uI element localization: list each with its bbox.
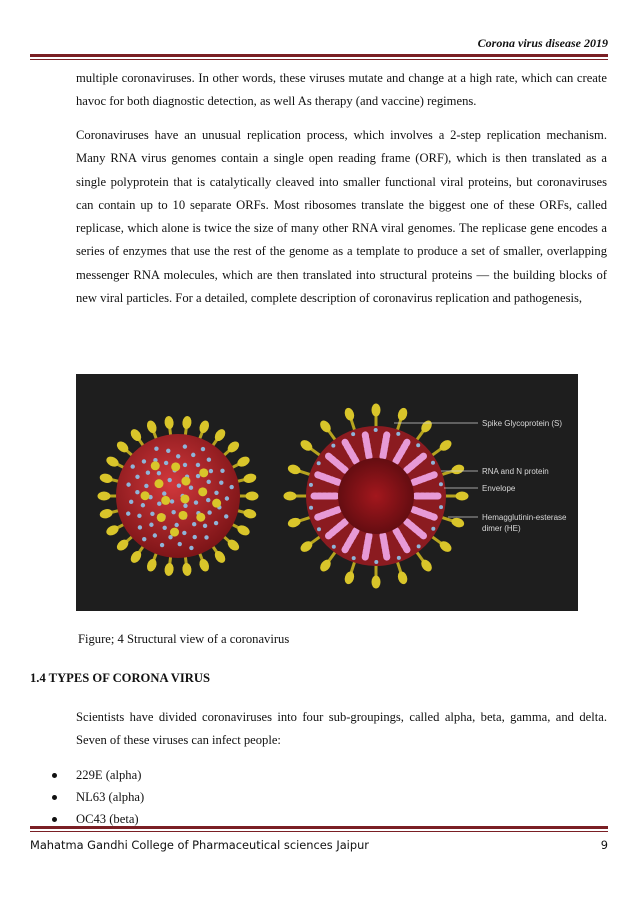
- paragraph-replication: Coronaviruses have an unusual replication process, which involves a 2-step replication mechanism. Many RNA virus genomes contain a single open reading frame (ORF), which is then translated as a single polyprotein that is catalytically cleaved into smaller functional viral proteins, but coronaviruses can contain up to 10 separate ORFs. Most ribosomes translate the biggest one of these ORFs, called replicase, which alone is twice the size of many other RNA viral genomes. The replicase gene encodes a series of enzymes that use the rest of the genome as a template to produce a set of smaller, overlapping messenger RNA molecules, which are then translated into structural proteins — the building blocks of new viral particles. For a detailed, complete description of coronavirus replication and pathogenesis,: [76, 128, 607, 306]
- front-spike-head: [179, 511, 188, 520]
- surface-stud: [129, 500, 133, 504]
- surface-stud: [209, 469, 213, 473]
- rna-coil: [365, 435, 369, 457]
- rna-coil: [365, 535, 369, 557]
- label-envelope: Envelope: [482, 484, 516, 493]
- front-spike-head: [199, 468, 208, 477]
- footer-rule-thick: [30, 826, 608, 829]
- spike-head: [145, 419, 158, 434]
- spike-head: [98, 492, 111, 501]
- surface-stud: [176, 454, 180, 458]
- front-spike-head: [154, 479, 163, 488]
- envelope-protein: [396, 432, 400, 436]
- spike-head: [99, 472, 114, 484]
- surface-stud: [196, 463, 200, 467]
- surface-stud: [135, 490, 139, 494]
- spike-head: [287, 463, 302, 476]
- surface-stud: [194, 500, 198, 504]
- spike-head: [287, 516, 302, 529]
- front-spike-head: [212, 499, 221, 508]
- label-spike-glycoprotein: Spike Glycoprotein (S): [482, 419, 563, 428]
- surface-stud: [174, 523, 178, 527]
- surface-stud: [203, 524, 207, 528]
- surface-stud: [149, 523, 153, 527]
- spike-head: [456, 492, 469, 501]
- front-spike-head: [151, 461, 160, 470]
- front-spike-head: [161, 496, 170, 505]
- front-spike-head: [171, 462, 180, 471]
- spike-head: [396, 407, 409, 422]
- surface-stud: [153, 533, 157, 537]
- rna-coil: [383, 435, 387, 457]
- spike-head: [242, 472, 257, 484]
- virus-type-list: [52, 764, 144, 830]
- surface-stud: [137, 514, 141, 518]
- surface-stud: [170, 499, 174, 503]
- surface-stud: [146, 471, 150, 475]
- front-spike-head: [181, 477, 190, 486]
- label-hemagglutinin: Hemagglutinin-esterase: [482, 513, 567, 522]
- spike-head: [242, 508, 257, 520]
- envelope-protein: [416, 443, 420, 447]
- surface-stud: [183, 444, 187, 448]
- surface-stud: [214, 521, 218, 525]
- surface-stud: [201, 447, 205, 451]
- envelope-protein: [309, 483, 313, 487]
- envelope-protein: [351, 432, 355, 436]
- header-title: Corona virus disease 2019: [477, 36, 608, 50]
- surface-stud: [183, 504, 187, 508]
- spike-head: [145, 558, 158, 573]
- surface-stud: [177, 483, 181, 487]
- surface-stud: [182, 531, 186, 535]
- envelope-protein: [431, 527, 435, 531]
- surface-stud: [219, 480, 223, 484]
- surface-stud: [193, 535, 197, 539]
- spike-head: [99, 508, 114, 520]
- front-spike-head: [180, 494, 189, 503]
- envelope-protein: [374, 560, 378, 564]
- spike-head: [343, 570, 356, 585]
- surface-stud: [204, 535, 208, 539]
- surface-stud: [142, 459, 146, 463]
- spike-head: [450, 463, 465, 476]
- surface-stud: [183, 463, 187, 467]
- surface-stud: [160, 543, 164, 547]
- surface-stud: [189, 546, 193, 550]
- virus-envelope-whole: [116, 434, 240, 558]
- front-spike-head: [141, 491, 150, 500]
- front-spike-head: [157, 513, 166, 522]
- spike-head: [164, 416, 175, 430]
- envelope-protein: [439, 505, 443, 509]
- label-hemagglutinin-dimer: dimer (HE): [482, 524, 521, 533]
- surface-stud: [207, 458, 211, 462]
- label-rna-n-protein: RNA and N protein: [482, 467, 549, 476]
- surface-stud: [189, 486, 193, 490]
- surface-stud: [168, 478, 172, 482]
- surface-stud: [224, 514, 228, 518]
- spike-head: [396, 570, 409, 585]
- list-item: OC43 (beta): [52, 808, 144, 830]
- surface-stud: [166, 449, 170, 453]
- surface-stud: [142, 537, 146, 541]
- page-number: 9: [600, 838, 608, 852]
- surface-stud: [225, 496, 229, 500]
- envelope-protein: [417, 544, 421, 548]
- surface-stud: [126, 511, 130, 515]
- figure-caption: Figure; 4 Structural view of a coronavirus: [78, 632, 290, 646]
- surface-stud: [144, 484, 148, 488]
- surface-stud: [131, 464, 135, 468]
- surface-stud: [178, 542, 182, 546]
- envelope-protein: [397, 556, 401, 560]
- footer-institution: Mahatma Gandhi College of Pharmaceutical sciences Jaipur: [30, 838, 369, 852]
- spike-head: [450, 516, 465, 529]
- spike-head: [236, 523, 252, 537]
- virus-core: [338, 458, 414, 534]
- surface-stud: [164, 461, 168, 465]
- surface-stud: [135, 475, 139, 479]
- surface-stud: [126, 482, 130, 486]
- surface-stud: [157, 502, 161, 506]
- envelope-protein: [374, 428, 378, 432]
- surface-stud: [192, 522, 196, 526]
- envelope-protein: [332, 545, 336, 549]
- spike-head: [198, 558, 211, 573]
- surface-stud: [220, 469, 224, 473]
- spike-head: [182, 562, 193, 576]
- envelope-protein: [309, 506, 313, 510]
- paragraph-intro: multiple coronaviruses. In other words, these viruses mutate and change at a high rate, which can create havoc for both diagnostic detection, as well As therapy (and vaccine) regimens.: [76, 71, 607, 109]
- spike-head: [182, 416, 193, 430]
- front-spike-head: [170, 528, 179, 537]
- spike-head: [343, 407, 356, 422]
- footer-rule-thin: [30, 831, 608, 832]
- header-rule-thick: [30, 54, 608, 57]
- surface-stud: [157, 471, 161, 475]
- surface-stud: [191, 453, 195, 457]
- surface-stud: [150, 512, 154, 516]
- surface-stud: [162, 491, 166, 495]
- surface-stud: [138, 525, 142, 529]
- list-item: NL63 (alpha): [52, 786, 144, 808]
- coronavirus-illustration: [76, 374, 578, 611]
- spike-head: [372, 576, 381, 589]
- coronavirus-figure: [76, 374, 578, 611]
- list-item: 229E (alpha): [52, 764, 144, 786]
- header-rule-thin: [30, 59, 608, 60]
- front-spike-head: [198, 487, 207, 496]
- section-paragraph: Scientists have divided coronaviruses into four sub-groupings, called alpha, beta, gamma, and delta. Seven of these viruses can infect people:: [76, 710, 607, 748]
- envelope-protein: [331, 444, 335, 448]
- envelope-protein: [352, 556, 356, 560]
- surface-stud: [214, 491, 218, 495]
- surface-stud: [206, 498, 210, 502]
- rna-coil: [383, 535, 387, 557]
- spike-head: [198, 419, 211, 434]
- envelope-protein: [439, 482, 443, 486]
- envelope-protein: [317, 527, 321, 531]
- surface-stud: [229, 485, 233, 489]
- surface-stud: [207, 510, 211, 514]
- spike-head: [164, 562, 175, 576]
- envelope-protein: [431, 461, 435, 465]
- spike-head: [105, 523, 121, 537]
- section-heading: 1.4 TYPES OF CORONA VIRUS: [30, 671, 210, 685]
- spike-head: [236, 455, 252, 469]
- spike-head: [372, 404, 381, 417]
- envelope-protein: [317, 461, 321, 465]
- surface-stud: [162, 526, 166, 530]
- surface-stud: [141, 503, 145, 507]
- surface-stud: [207, 480, 211, 484]
- front-spike-head: [196, 513, 205, 522]
- spike-head: [105, 455, 121, 469]
- spike-head: [246, 492, 259, 501]
- surface-stud: [171, 510, 175, 514]
- spike-head: [284, 492, 297, 501]
- surface-stud: [154, 447, 158, 451]
